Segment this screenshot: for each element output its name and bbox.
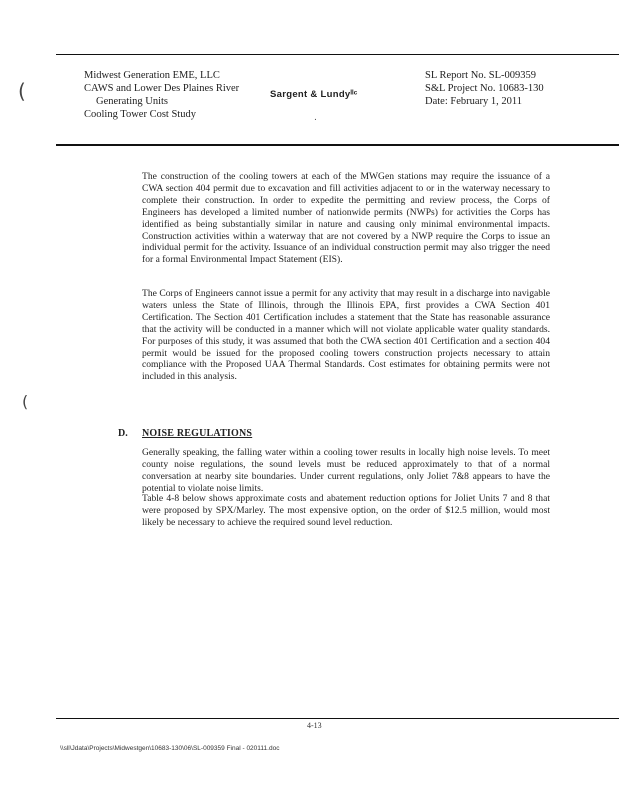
project-units: Generating Units [96, 96, 169, 107]
company-name: Midwest Generation EME, LLC [84, 70, 220, 81]
project-number: S&L Project No. 10683-130 [425, 83, 544, 94]
footer-rule [56, 718, 619, 719]
report-date: Date: February 1, 2011 [425, 96, 523, 107]
project-location: CAWS and Lower Des Plaines River [84, 83, 240, 94]
body-paragraph-2: The Corps of Engineers cannot issue a permit for any activity that may result in a discharge into navigable waters unless the State of Illinois, through the Illinois EPA, first provides a CWA Section 401 Certification. The Section 401 Certification includes a statement that the State has reasonable assurance that the activity will be conducted in a manner which will not violate applicable water quality standards. For purposes of this study, it was assumed that both the CWA section 401 Certification and a section 404 permit would be issued for the proposed cooling towers construction projects necessary to attain compliance with the Proposed UAA Thermal Standards. Cost estimates for obtaining permits were not included in this analysis. [142, 288, 550, 383]
page-number: 4-13 [307, 721, 322, 730]
report-number: SL Report No. SL-009359 [425, 70, 537, 81]
section-paragraph-2: Table 4-8 below shows approximate costs and abatement reduction options for Joliet Units 7 and 8 that were proposed by SPX/Marley. The most expensive option, on the order of $12.5 million, would most likely be necessary to achieve the required sound level reduction. [142, 493, 550, 528]
section-paragraph-1: Generally speaking, the falling water within a cooling tower results in locally high noise levels. To meet county noise regulations, the sound levels must be reduced approximately to that of a normal conversation at nearby site boundaries. Under current regulations, only Joliet 7&8 appears to have the potential to violate noise limits. [142, 447, 550, 494]
margin-paren-mark: ( [18, 79, 26, 103]
margin-paren-mark-2: ( [22, 392, 29, 411]
header-right-block [425, 69, 544, 108]
study-title: Cooling Tower Cost Study [84, 109, 196, 120]
body-paragraph-1: The construction of the cooling towers at each of the MWGen stations may require the issuance of a CWA section 404 permit due to excavation and fill activities adjacent to or in the waterway necessary to complete their construction. In order to expedite the permitting and review process, the Corps of Engineers has developed a limited number of nationwide permits (NWPs) for activities the Corps has identified as being substantially similar in nature and causing only minimal environmental impacts. Construction activities within a waterway that are not covered by a NWP require the Corps to issue an individual permit for the activity. Issuance of an individual construction permit may also trigger the need for a formal Environmental Impact Statement (EIS). [142, 171, 550, 266]
section-heading: NOISE REGULATIONS [142, 428, 253, 439]
header-top-rule [56, 54, 619, 55]
header-bottom-rule [56, 144, 619, 146]
file-path: \\sll\Jdata\Projects\Midwestgen\10683-130\06\SL-009359 Final - 020111.doc [60, 745, 280, 752]
stray-dot: . [314, 113, 317, 123]
section-letter: D. [118, 428, 128, 439]
company-logo: Sargent & Lundyˡˡᶜ [270, 89, 358, 100]
header-left-block [84, 69, 239, 121]
